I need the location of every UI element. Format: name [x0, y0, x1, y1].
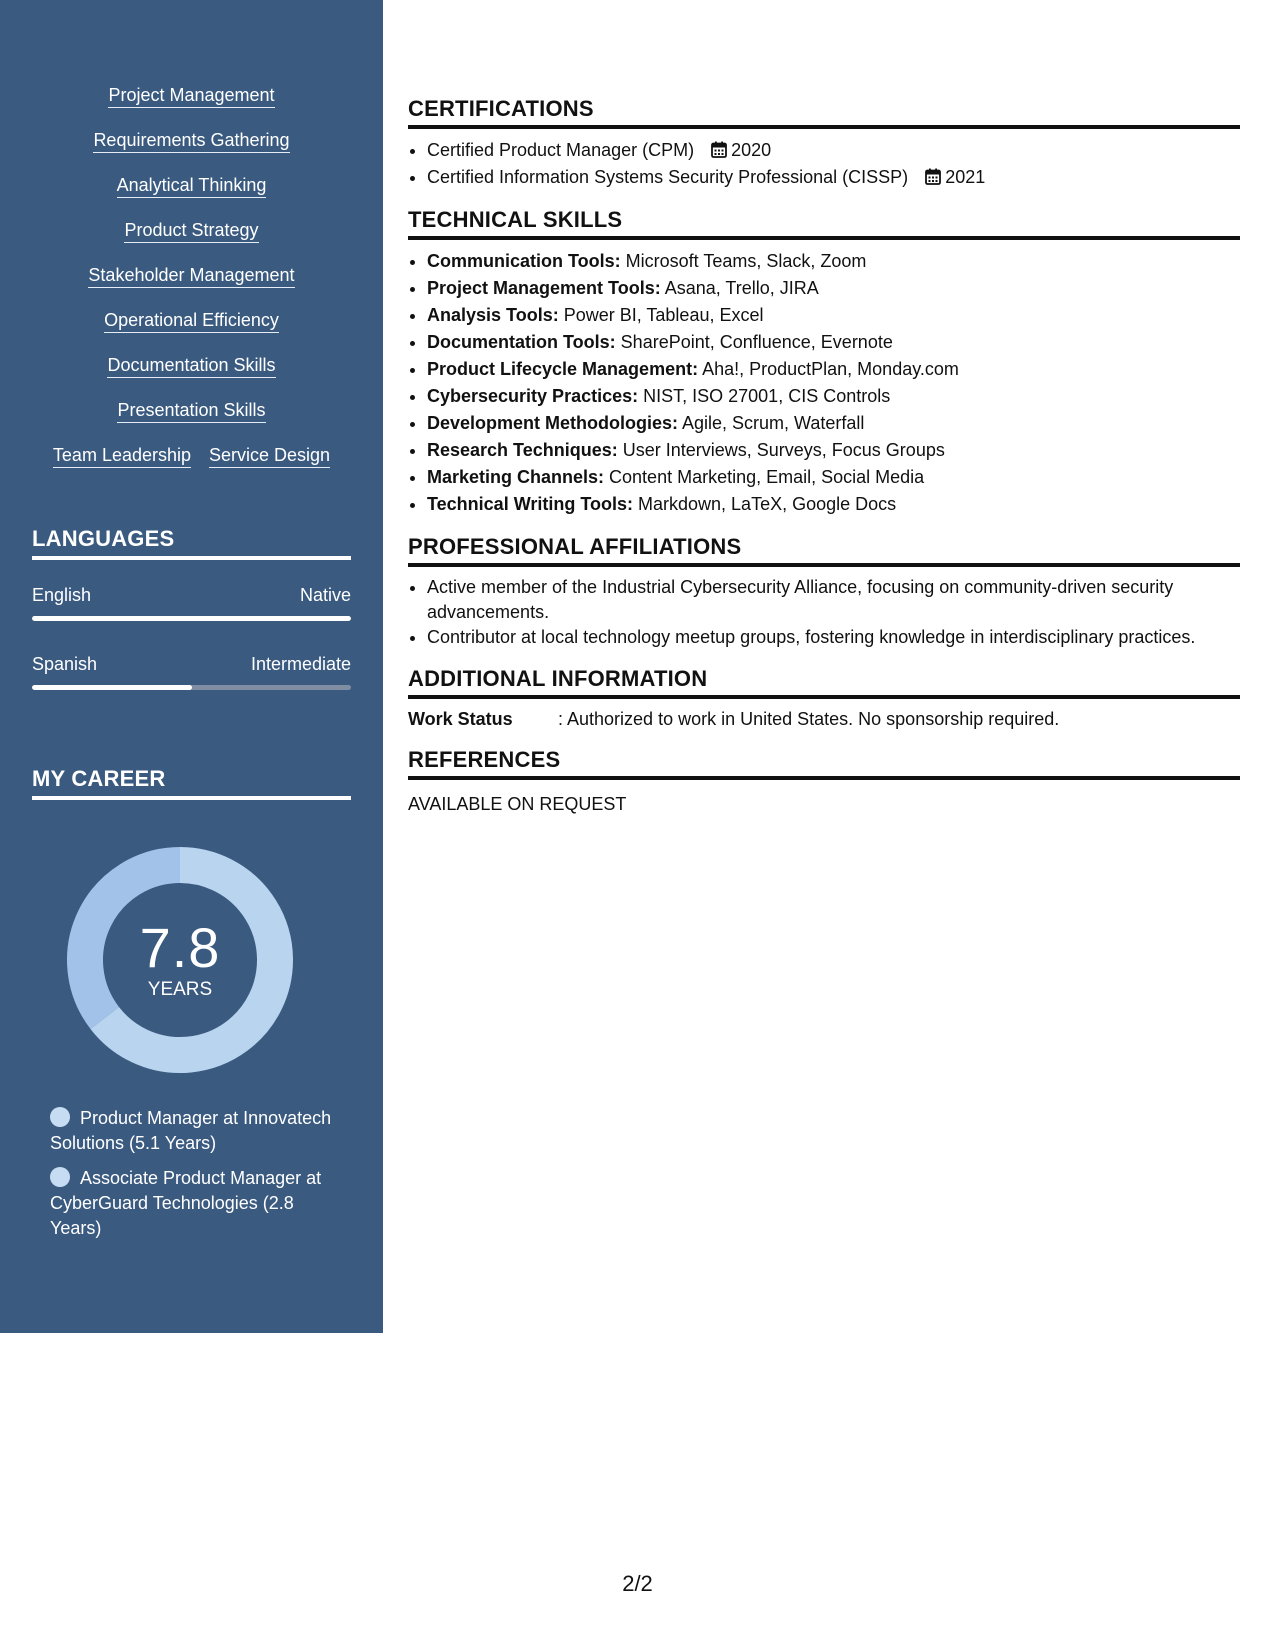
certification-year: 2020 [731, 140, 772, 160]
languages-heading: LANGUAGES [32, 526, 351, 560]
references-text: AVAILABLE ON REQUEST [408, 794, 627, 814]
skill-values: Power BI, Tableau, Excel [558, 305, 764, 325]
language-level: Native [299, 585, 351, 605]
skill-tag[interactable]: Documentation Skills [107, 354, 275, 378]
work-status-row [408, 707, 1240, 731]
calendar-icon [925, 168, 941, 185]
certifications-list [408, 137, 1240, 191]
skill-tag[interactable]: Service Design [209, 444, 330, 468]
career-legend-item [50, 1166, 340, 1241]
skill-values: Aha!, ProductPlan, Monday.com [698, 359, 959, 379]
language-proficiency-bar [32, 616, 351, 621]
language-item [32, 653, 351, 690]
career-donut-center [62, 842, 298, 1078]
skill-category: Development Methodologies: [427, 413, 679, 433]
list-item [427, 302, 1240, 329]
calendar-icon [711, 141, 727, 158]
skill-tag[interactable]: Operational Efficiency [104, 309, 279, 333]
skill-row [0, 444, 383, 489]
certification-name: Certified Product Manager (CPM) [427, 140, 695, 160]
skill-values: SharePoint, Confluence, Evernote [615, 332, 893, 352]
technical-skills-list [408, 248, 1240, 518]
language-level: Intermediate [250, 654, 351, 674]
skill-tag[interactable]: Team Leadership [53, 444, 191, 468]
work-status-label: Work Status [408, 709, 513, 729]
list-item: • Contributor at local technology meetup groups, fostering knowledge in interdisciplinary practices. [427, 625, 1240, 650]
list-item [427, 383, 1240, 410]
references-section [408, 747, 1240, 816]
career-total-unit: YEARS [147, 979, 213, 1000]
skill-category: Communication Tools: [427, 251, 621, 271]
skill-tag[interactable]: Requirements Gathering [93, 129, 289, 153]
skill-tag[interactable]: Stakeholder Management [88, 264, 294, 288]
skill-row [0, 84, 383, 129]
language-name: Spanish [32, 654, 98, 674]
career-legend-item [50, 1106, 340, 1156]
skill-tag[interactable]: Analytical Thinking [117, 174, 267, 198]
career-total-value: 7.8 [139, 916, 221, 979]
skill-row [0, 219, 383, 264]
list-item [427, 248, 1240, 275]
list-item [427, 164, 1240, 191]
affiliations-section [408, 534, 1240, 650]
certifications-section [408, 96, 1240, 191]
list-item [427, 356, 1240, 383]
legend-dot-icon [50, 1107, 70, 1127]
skills-list [0, 84, 383, 489]
skill-tag[interactable]: Project Management [108, 84, 274, 108]
skill-values: Asana, Trello, JIRA [660, 278, 819, 298]
skill-tag[interactable]: Product Strategy [124, 219, 258, 243]
list-item [427, 437, 1240, 464]
skill-category: Cybersecurity Practices: [427, 386, 639, 406]
skill-values: NIST, ISO 27001, CIS Controls [638, 386, 891, 406]
skill-category: Research Techniques: [427, 440, 618, 460]
list-item [427, 329, 1240, 356]
language-proficiency-fill [32, 616, 351, 621]
skill-values: User Interviews, Surveys, Focus Groups [617, 440, 945, 460]
legend-dot-icon [50, 1167, 70, 1187]
additional-info-section [408, 666, 1240, 731]
language-proficiency-bar [32, 685, 351, 690]
section-title: ADDITIONAL INFORMATION [408, 666, 1240, 699]
list-item [427, 137, 1240, 164]
skill-values: Agile, Scrum, Waterfall [678, 413, 865, 433]
list-item [427, 464, 1240, 491]
skill-category: Documentation Tools: [427, 332, 616, 352]
career-legend-text: Product Manager at Innovatech Solutions (5.1 Years) [50, 1108, 332, 1153]
list-item [427, 275, 1240, 302]
certification-year: 2021 [945, 167, 986, 187]
list-item [427, 491, 1240, 518]
technical-skills-section [408, 207, 1240, 518]
skill-category: Product Lifecycle Management: [427, 359, 699, 379]
career-donut-chart [62, 842, 298, 1078]
skill-row [0, 399, 383, 444]
skill-row [0, 129, 383, 174]
certification-name: Certified Information Systems Security Professional (CISSP) [427, 167, 909, 187]
skill-row [0, 174, 383, 219]
career-heading: MY CAREER [32, 766, 351, 800]
list-item: • Active member of the Industrial Cybersecurity Alliance, focusing on community-driven security advancements. [427, 575, 1240, 625]
language-name: English [32, 585, 92, 605]
section-title: PROFESSIONAL AFFILIATIONS [408, 534, 1240, 567]
skill-category: Technical Writing Tools: [427, 494, 634, 514]
skill-category: Project Management Tools: [427, 278, 661, 298]
language-item [32, 584, 351, 621]
page-number: 2/2 [622, 1571, 653, 1596]
work-status-value: : Authorized to work in United States. No sponsorship required. [558, 709, 1060, 729]
list-item [427, 410, 1240, 437]
skill-row [0, 354, 383, 399]
section-title: REFERENCES [408, 747, 1240, 780]
skill-category: Analysis Tools: [427, 305, 559, 325]
language-proficiency-fill [32, 685, 192, 690]
career-legend [50, 1106, 340, 1251]
main-content [408, 96, 1240, 832]
skill-values: Microsoft Teams, Slack, Zoom [620, 251, 867, 271]
skill-category: Marketing Channels: [427, 467, 605, 487]
section-title: CERTIFICATIONS [408, 96, 1240, 129]
career-legend-text: Associate Product Manager at CyberGuard Technologies (2.8 Years) [50, 1168, 322, 1238]
section-title: TECHNICAL SKILLS [408, 207, 1240, 240]
affiliations-list [408, 575, 1240, 650]
skill-row [0, 309, 383, 354]
skill-values: Markdown, LaTeX, Google Docs [633, 494, 897, 514]
sidebar [0, 0, 383, 1333]
skill-tag[interactable]: Presentation Skills [117, 399, 265, 423]
skill-values: Content Marketing, Email, Social Media [604, 467, 925, 487]
skill-row [0, 264, 383, 309]
